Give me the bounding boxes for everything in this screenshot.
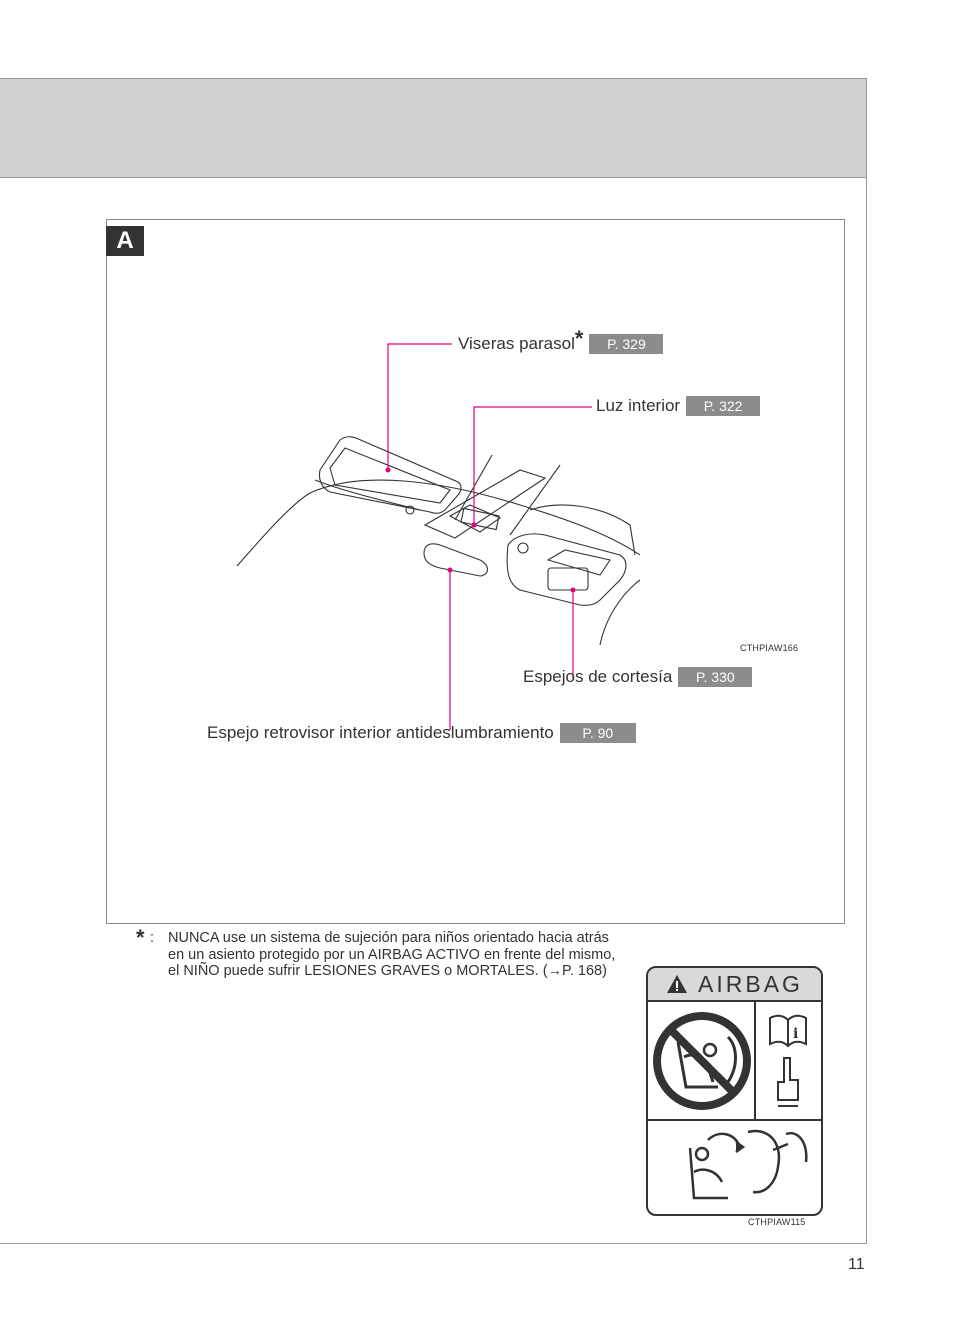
airbag-warning-label [646,966,823,1216]
airbag-label-title: AIRBAG [698,970,803,997]
ref-interior-light: P. 322 [686,396,760,416]
footnote-text: NUNCA use un sistema de sujeción para niños orientado hacia atrás en un asiento protegido por un AIRBAG ACTIVO en frente del mismo, el NIÑO puede sufrir LESIONES GRAVES o MORTALES. (→P. 168) [168,930,616,979]
ref-sun-visors: P. 329 [589,334,663,354]
airbag-label-code: CTHPIAW115 [748,1217,806,1227]
label-sun-visors-text: Viseras parasol [458,334,575,353]
svg-text:i: i [793,1026,799,1042]
pointing-hand-icon [778,1058,798,1106]
label-vanity-mirrors-text: Espejos de cortesía [523,667,673,686]
page-number: 11 [848,1256,865,1273]
label-vanity-mirrors [523,667,752,687]
label-rearview-mirror-text: Espejo retrovisor interior antideslumbramiento [207,723,554,742]
read-manual-icon [770,1016,806,1046]
label-interior-light-text: Luz interior [596,396,681,415]
airbag-label-header [648,968,821,1002]
panel-badge: A [106,226,144,256]
footnote-asterisk: * [136,925,145,950]
no-rear-facing-seat-icon [657,1016,747,1106]
illustration-code: CTHPIAW166 [740,643,799,653]
footnote-colon: : [150,930,155,946]
label-rearview-mirror [207,723,636,743]
ref-vanity-mirrors: P. 330 [678,667,752,687]
airbag-deploy-seat-icon [690,1131,806,1198]
airbag-label-graphics [648,1002,821,1214]
warning-triangle-icon [666,974,688,994]
asterisk-mark: * [574,326,584,351]
label-sun-visors [458,326,663,354]
ref-rearview-mirror: P. 90 [560,723,636,743]
label-interior-light [596,396,760,416]
